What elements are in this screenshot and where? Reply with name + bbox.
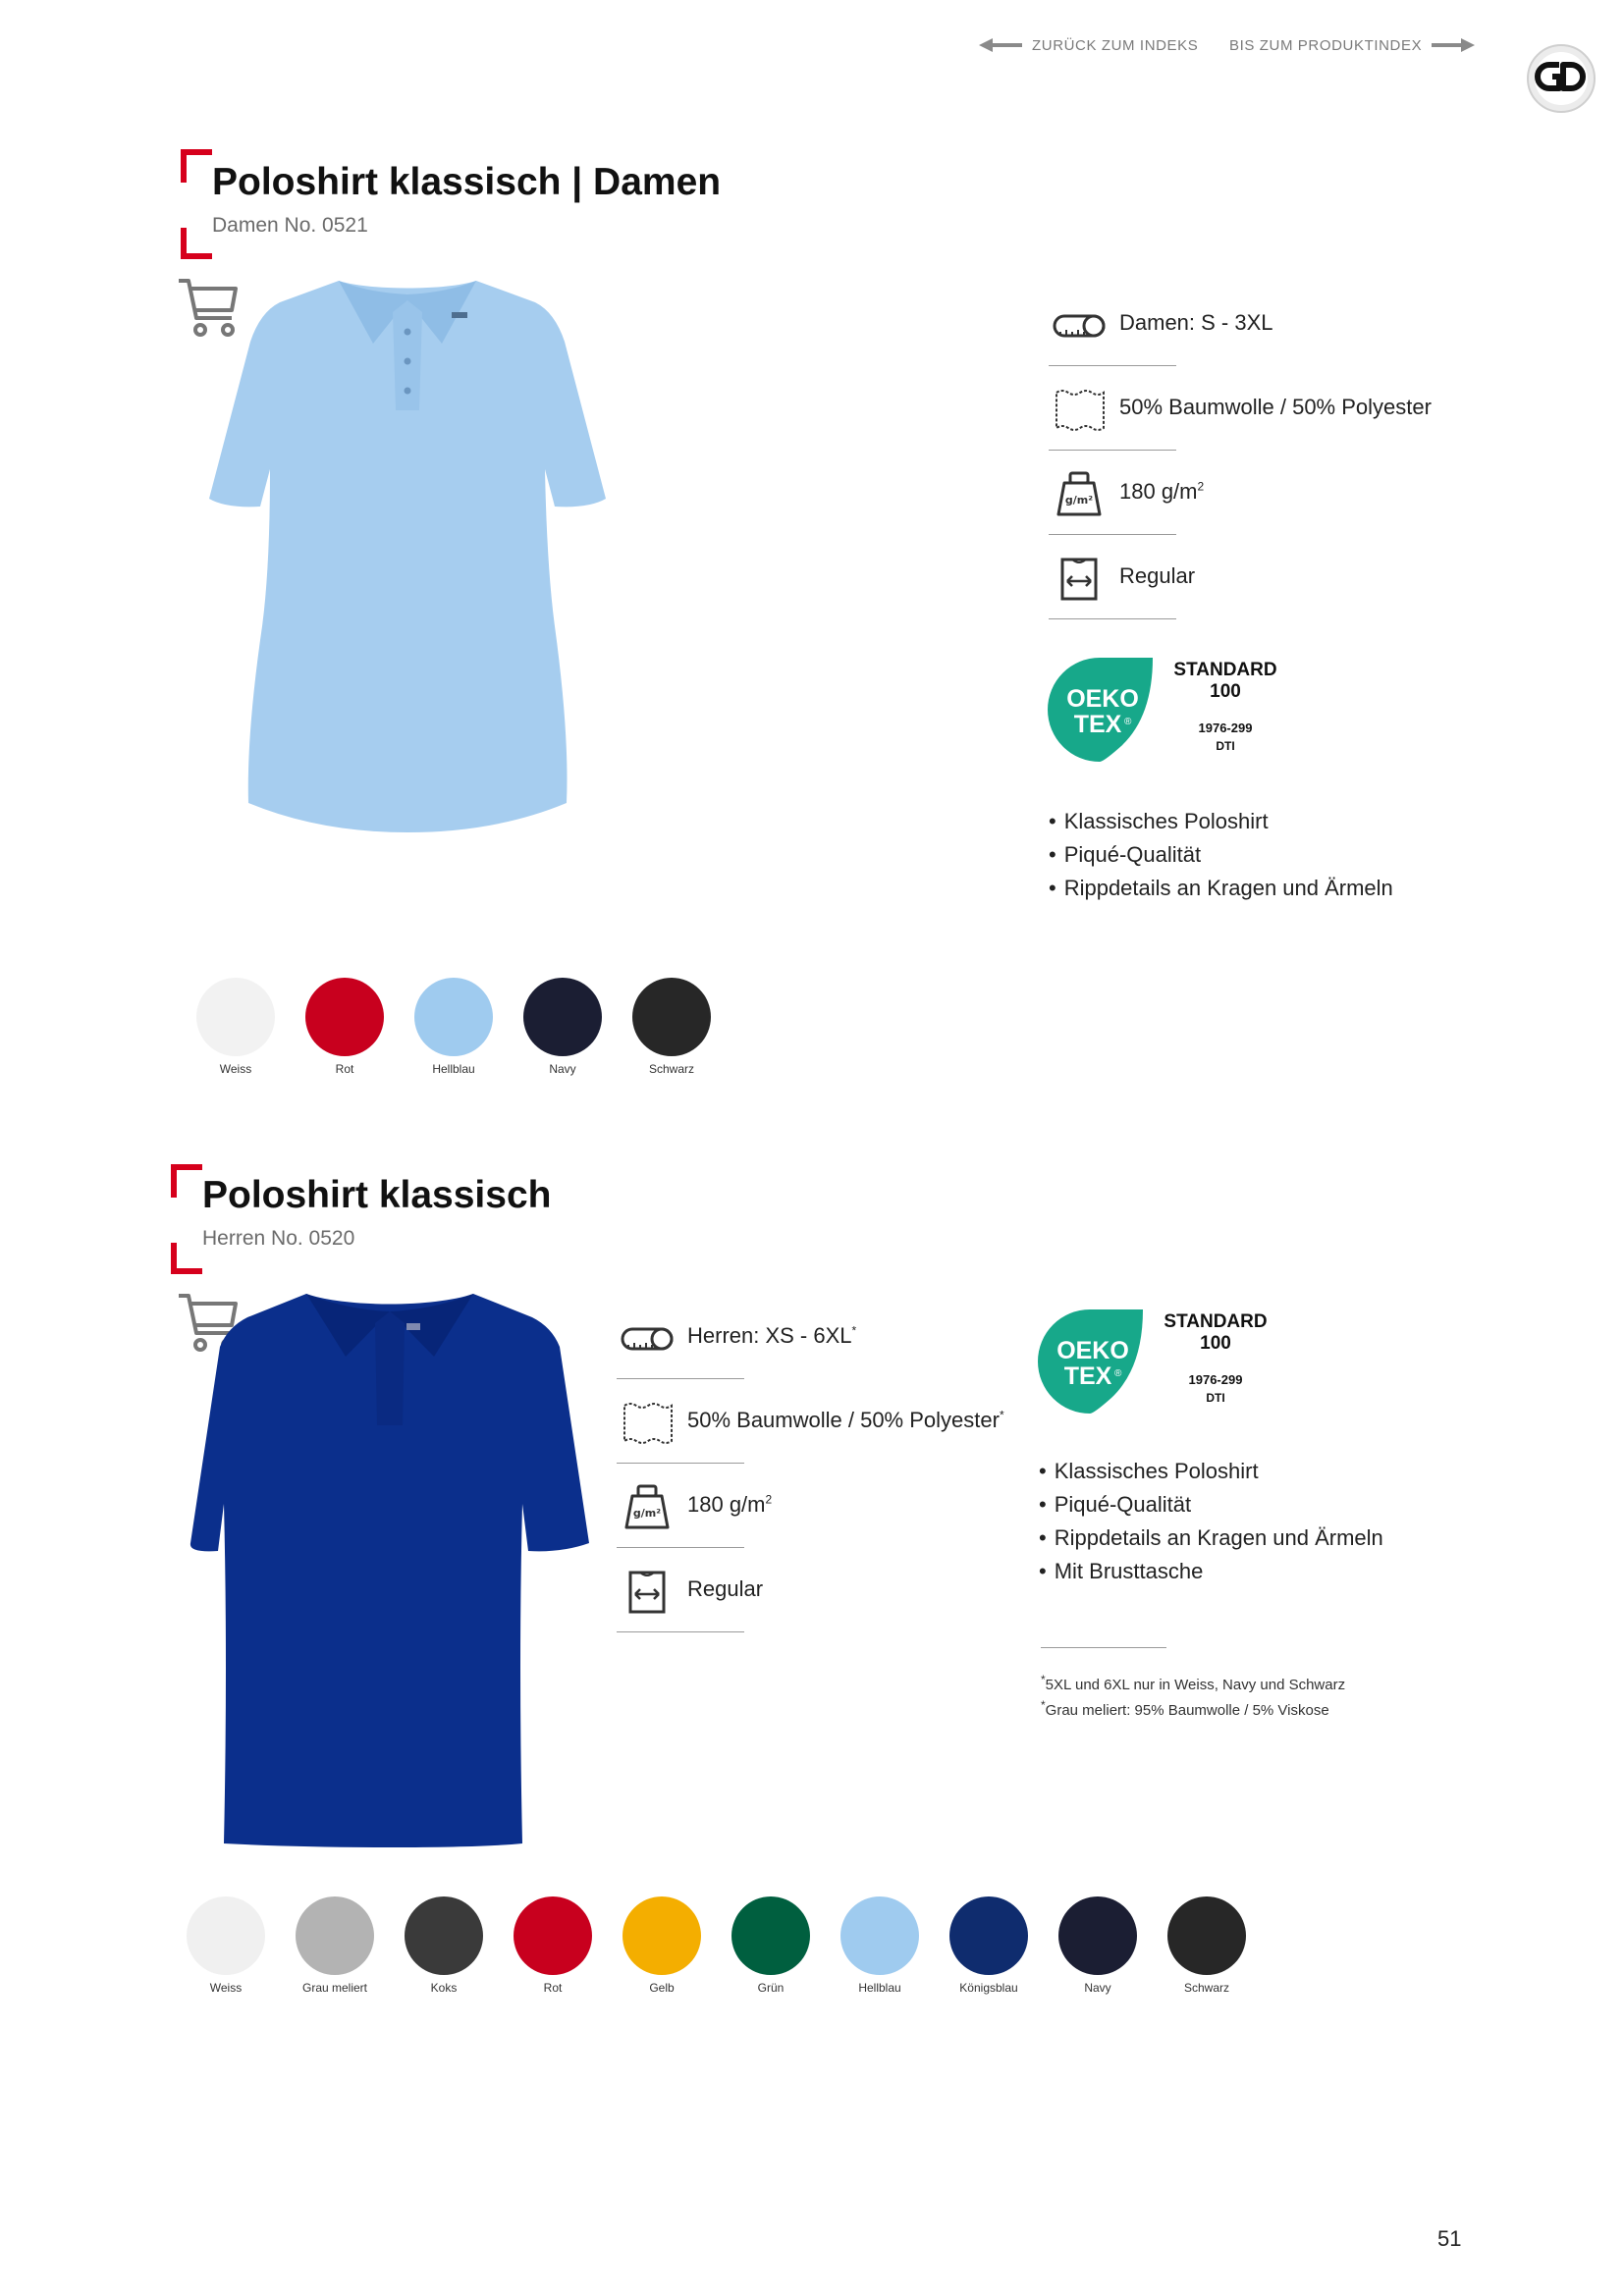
- product-image-womens-polo: [201, 273, 614, 832]
- color-swatch-schwarz[interactable]: [627, 978, 716, 1076]
- spec-weight: [617, 1465, 1029, 1549]
- spec-size-text: Damen: S - 3XL: [1119, 310, 1273, 335]
- oeko-line2: TEX: [1063, 1362, 1112, 1390]
- fabric-icon: [1051, 387, 1108, 434]
- spec-material: [617, 1380, 1029, 1465]
- swatch-circle: [1058, 1896, 1137, 1975]
- svg-text:g/m²: g/m²: [632, 1507, 662, 1520]
- spec-weight-text: [687, 1492, 772, 1518]
- color-swatch-gruen[interactable]: [727, 1896, 815, 1995]
- list-item: • Piqué-Qualität: [1039, 1488, 1383, 1522]
- color-swatch-weiss[interactable]: [191, 978, 280, 1076]
- oeko-code: 1976-299: [1198, 721, 1253, 735]
- swatch-circle: [632, 978, 711, 1056]
- list-item: • Rippdetails an Kragen und Ärmeln: [1039, 1522, 1383, 1555]
- fit-icon: [1051, 556, 1108, 603]
- oeko-line2: TEX: [1073, 711, 1122, 738]
- oeko-tex-badge-icon: [1047, 656, 1302, 764]
- swatch-circle: [414, 978, 493, 1056]
- list-item: • Klassisches Poloshirt: [1049, 805, 1393, 838]
- spec-divider: [1049, 365, 1176, 366]
- spec-material-text: 50% Baumwolle / 50% Polyester: [1119, 395, 1432, 419]
- list-item: • Rippdetails an Kragen und Ärmeln: [1049, 872, 1393, 905]
- oeko-standard: STANDARD: [1164, 1311, 1268, 1332]
- swatch-circle: [196, 978, 275, 1056]
- list-item: • Piqué-Qualität: [1049, 838, 1393, 872]
- section-bracket-icon: [179, 149, 214, 259]
- swatch-label: Grau meliert: [301, 1981, 368, 1995]
- spec-divider: [617, 1463, 744, 1464]
- spec-weight-sup: 2: [765, 1492, 773, 1507]
- swatch-label: Grün: [757, 1981, 785, 1995]
- oeko-line1: OEKO: [1056, 1337, 1129, 1364]
- swatch-label: Schwarz: [648, 1062, 694, 1076]
- spec-weight-value: 180 g/m: [687, 1492, 766, 1517]
- color-swatch-schwarz[interactable]: [1163, 1896, 1251, 1995]
- product-number: Herren No. 0520: [202, 1227, 355, 1250]
- color-swatch-navy[interactable]: [1054, 1896, 1142, 1995]
- spec-size-value: Herren: XS - 6XL: [687, 1323, 852, 1348]
- swatch-circle: [305, 978, 384, 1056]
- spec-size: [617, 1296, 1029, 1380]
- spec-fit: [617, 1549, 1029, 1633]
- spec-material-text: [687, 1408, 1004, 1433]
- swatch-label: Hellblau: [858, 1981, 901, 1995]
- oeko-tex-badge-icon: [1037, 1308, 1292, 1415]
- spec-divider: [617, 1378, 744, 1379]
- spec-size: [1049, 283, 1461, 367]
- spec-divider: [1049, 450, 1176, 451]
- oeko-number: 100: [1210, 681, 1241, 702]
- footnote-text: 5XL und 6XL nur in Weiss, Navy und Schwarz: [1045, 1677, 1346, 1693]
- to-product-index-label: BIS ZUM PRODUKTINDEX: [1229, 36, 1423, 54]
- spec-divider: [1049, 618, 1176, 619]
- color-swatch-gelb[interactable]: [618, 1896, 706, 1995]
- product-image-mens-polo: [189, 1288, 591, 1847]
- swatch-circle: [296, 1896, 374, 1975]
- swatch-circle: [623, 1896, 701, 1975]
- product-title: Poloshirt klassisch | Damen: [212, 161, 722, 203]
- page-number: 51: [1437, 2226, 1462, 2251]
- spec-material: [1049, 367, 1461, 452]
- product-number: Damen No. 0521: [212, 214, 368, 237]
- swatch-circle: [514, 1896, 592, 1975]
- section-bracket-icon: [169, 1164, 204, 1274]
- arrow-right-icon: [1432, 38, 1475, 52]
- oeko-code: 1976-299: [1188, 1372, 1243, 1387]
- footnote-divider: [1041, 1647, 1166, 1648]
- oeko-number: 100: [1200, 1333, 1231, 1354]
- swatch-label: Rot: [335, 1062, 354, 1076]
- swatch-label: Rot: [543, 1981, 563, 1995]
- footnote-2: [1041, 1692, 1329, 1724]
- swatch-label: Hellblau: [432, 1062, 475, 1076]
- swatch-circle: [840, 1896, 919, 1975]
- spec-fit: [1049, 536, 1461, 620]
- swatch-circle: [405, 1896, 483, 1975]
- swatch-label: Schwarz: [1183, 1981, 1229, 1995]
- footnote-mark: *: [1041, 1673, 1046, 1686]
- oeko-line1: OEKO: [1066, 685, 1139, 713]
- measuring-tape-icon: [619, 1315, 676, 1362]
- feature-list: [1049, 805, 1393, 905]
- back-to-index-label: ZURÜCK ZUM INDEKS: [1032, 36, 1199, 54]
- svg-text:g/m²: g/m²: [1064, 494, 1094, 507]
- swatch-circle: [731, 1896, 810, 1975]
- swatch-label: Weiss: [209, 1981, 243, 1995]
- weight-icon: [619, 1484, 676, 1531]
- spec-weight-text: [1119, 479, 1204, 505]
- swatch-circle: [187, 1896, 265, 1975]
- spec-material-value: 50% Baumwolle / 50% Polyester: [687, 1408, 1000, 1432]
- oeko-institute: DTI: [1206, 1391, 1225, 1405]
- footnote-mark: *: [851, 1323, 857, 1338]
- spec-divider: [617, 1631, 744, 1632]
- measuring-tape-icon: [1051, 302, 1108, 349]
- feature-list: [1039, 1455, 1383, 1588]
- swatch-label: Navy: [1084, 1981, 1111, 1995]
- swatch-circle: [523, 978, 602, 1056]
- color-swatch-koks[interactable]: [400, 1896, 488, 1995]
- arrow-left-icon: [979, 38, 1022, 52]
- color-swatch-rot[interactable]: [509, 1896, 597, 1995]
- spec-fit-text: Regular: [687, 1576, 764, 1601]
- list-item: • Mit Brusttasche: [1039, 1555, 1383, 1588]
- oeko-standard: STANDARD: [1173, 660, 1277, 680]
- spec-weight-value: 180 g/m: [1119, 479, 1198, 504]
- spec-weight-sup: 2: [1197, 479, 1205, 494]
- footnote-mark: *: [999, 1408, 1004, 1422]
- swatch-circle: [949, 1896, 1028, 1975]
- brand-logo-icon[interactable]: [1526, 43, 1597, 114]
- oeko-institute: DTI: [1216, 739, 1235, 753]
- swatch-label: Koks: [430, 1981, 458, 1995]
- fabric-icon: [619, 1400, 676, 1447]
- oeko-reg: ®: [1114, 1368, 1122, 1379]
- to-product-index-link[interactable]: [1229, 33, 1475, 57]
- color-swatch-grau-meliert[interactable]: [291, 1896, 379, 1995]
- swatch-label: Königsblau: [959, 1981, 1018, 1995]
- color-swatch-hellblau[interactable]: [409, 978, 498, 1076]
- product-title: Poloshirt klassisch: [202, 1174, 552, 1216]
- spec-divider: [617, 1547, 744, 1548]
- swatch-label: Weiss: [219, 1062, 252, 1076]
- fit-icon: [619, 1569, 676, 1616]
- spec-weight: [1049, 452, 1461, 536]
- back-to-index-link[interactable]: [979, 33, 1198, 57]
- color-swatch-navy[interactable]: [518, 978, 607, 1076]
- footnote-mark: *: [1041, 1698, 1046, 1712]
- weight-icon: [1051, 471, 1108, 518]
- color-swatch-koenigsblau[interactable]: [945, 1896, 1033, 1995]
- spec-divider: [1049, 534, 1176, 535]
- color-swatch-weiss[interactable]: [182, 1896, 270, 1995]
- color-swatch-hellblau[interactable]: [836, 1896, 924, 1995]
- oeko-reg: ®: [1124, 717, 1132, 727]
- spec-fit-text: Regular: [1119, 563, 1196, 588]
- swatch-circle: [1167, 1896, 1246, 1975]
- swatch-label: Gelb: [649, 1981, 675, 1995]
- color-swatch-rot[interactable]: [300, 978, 389, 1076]
- list-item: • Klassisches Poloshirt: [1039, 1455, 1383, 1488]
- spec-size-text: [687, 1323, 856, 1349]
- swatch-label: Navy: [549, 1062, 576, 1076]
- footnote-text: Grau meliert: 95% Baumwolle / 5% Viskose: [1045, 1702, 1329, 1719]
